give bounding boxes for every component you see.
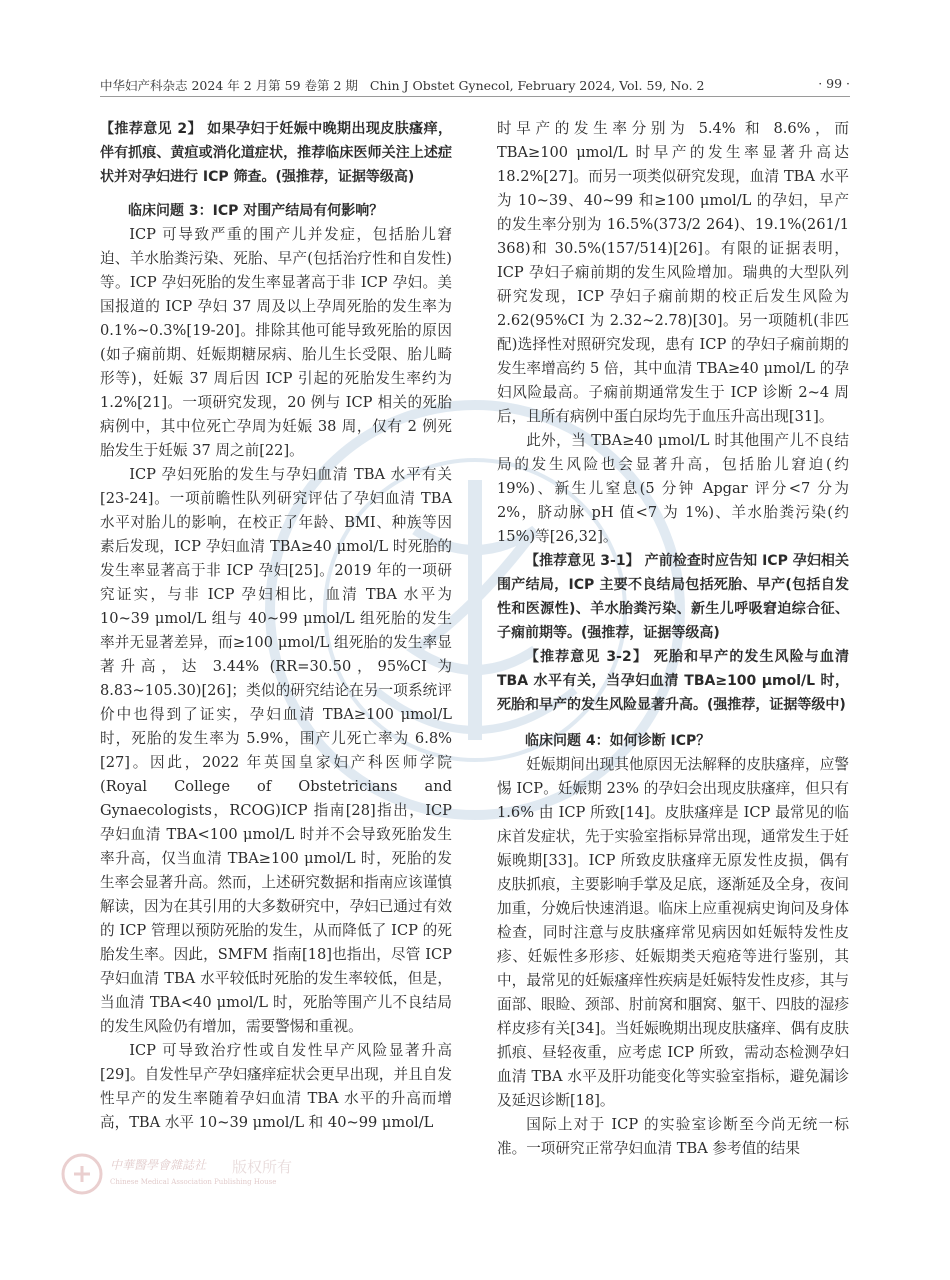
body-paragraph: ICP 可导致治疗性或自发性早产风险显著升高[29]。自发性早产孕妇瘙痒症状会更早出现，并且自发性早产的发生率随着孕妇血清 TBA 水平的升高而增高，TBA 水平 10~39 μmol/L 和 40~99 μmol/L bbox=[100, 1042, 452, 1131]
clinical-question-3: 临床问题 3：ICP 对围产结局有何影响？ bbox=[128, 203, 384, 219]
body-paragraph: 时早产的发生率分别为 5.4% 和 8.6%，而 TBA≥100 μmol/L 时早产的发生率显著升高达 18.2%[27]。而另一项类似研究发现，血清 TBA 水平为 10~39、40~99 和≥100 μmol/L 的孕妇，早产的发生率分别为 16.5%(373/2 264)、19.1%(261/1 368)和 30.5%(157/514)[26]。有限的证据表明，ICP 孕妇子痫前期的发生风险增加。瑞典的大型队列研究发现，ICP 孕妇子痫前期的校正后发生风险为 2.62(95%CI 为 2.32~2.78)[30]。另一项随机(非匹配)选择性对照研究发现，患有 ICP 的孕妇子痫前期的发生率增高约 5 倍，其中血清 TBA≥40 μmol/L 的孕妇风险最高。子痫前期通常发生于 ICP 诊断 2~4 周后，且所有病例中蛋白尿均先于血压升高出现[31]。 bbox=[497, 120, 849, 425]
recommendation-3-1: 【推荐意见 3-1】 产前检查时应告知 ICP 孕妇相关围产结局，ICP 主要不良结局包括死胎、早产(包括自发性和医源性)、羊水胎粪污染、新生儿呼吸窘迫综合征、子痫前期等。(强推荐，证据等级高) bbox=[497, 553, 849, 641]
clinical-question-4: 临床问题 4：如何诊断 ICP？ bbox=[525, 733, 711, 749]
right-column bbox=[497, 117, 849, 1161]
body-paragraph: 妊娠期间出现其他原因无法解释的皮肤瘙痒，应警惕 ICP。妊娠期 23% 的孕妇会出现皮肤瘙痒，但只有 1.6% 由 ICP 所致[14]。皮肤瘙痒是 ICP 最常见的临床首发症状，先于实验室指标异常出现，通常发生于妊娠晚期[33]。ICP 所致皮肤瘙痒无原发性皮损，偶有皮肤抓痕，主要影响手掌及足底，逐渐延及全身，夜间加重，分娩后快速消退。临床上应重视病史询问及身体检查，同时注意与皮肤瘙痒常见病因如妊娠特发性皮疹、妊娠性多形疹、妊娠期类天疱疮等进行鉴别，其中，最常见的妊娠瘙痒性疾病是妊娠特发性皮疹，其与面部、眼睑、颈部、肘前窝和腘窝、躯干、四肢的湿疹样皮疹有关[34]。当妊娠晚期出现皮肤瘙痒、偶有皮肤抓痕、昼轻夜重，应考虑 ICP 所致，需动态检测孕妇血清 TBA 水平及肝功能变化等实验室指标，避免漏诊及延迟诊断[18]。 bbox=[497, 756, 849, 1109]
recommendation-2: 【推荐意见 2】 如果孕妇于妊娠中晚期出现皮肤瘙痒，伴有抓痕、黄疸或消化道症状，推荐临床医师关注上述症状并对孕妇进行 ICP 筛查。(强推荐，证据等级高) bbox=[100, 121, 452, 185]
recommendation-3-2: 【推荐意见 3-2】 死胎和早产的发生风险与血清 TBA 水平有关，当孕妇血清 TBA≥100 μmol/L 时，死胎和早产的发生风险显著升高。(强推荐，证据等级中) bbox=[497, 649, 849, 713]
copyright-mark: 版权所有 bbox=[232, 1158, 293, 1176]
journal-name-en: Chin J Obstet Gynecol, February 2024, Vol. 59, No. 2 bbox=[369, 78, 705, 93]
running-header bbox=[100, 72, 850, 97]
body-paragraph: 国际上对于 ICP 的实验室诊断至今尚无统一标准。一项研究正常孕妇血清 TBA 参考值的结果 bbox=[497, 1116, 849, 1157]
publisher-watermark bbox=[60, 1152, 320, 1198]
page-number: · 99 · bbox=[818, 76, 850, 91]
left-column bbox=[100, 117, 452, 1135]
body-paragraph: ICP 可导致严重的围产儿并发症，包括胎儿窘迫、羊水胎粪污染、死胎、早产(包括治疗性和自发性)等。ICP 孕妇死胎的发生率显著高于非 ICP 孕妇。美国报道的 ICP 孕妇 37 周及以上孕周死胎的发生率为 0.1%~0.3%[19-20]。排除其他可能导致死胎的原因(如子痫前期、妊娠期糖尿病、胎儿生长受限、胎儿畸形等)，妊娠 37 周后因 ICP 引起的死胎发生率约为 1.2%[21]。一项研究发现，20 例与 ICP 相关的死胎病例中，其中位死亡孕周为妊娠 38 周，仅有 2 例死胎发生于妊娠 37 周之前[22]。 bbox=[100, 226, 452, 459]
journal-citation bbox=[100, 76, 705, 94]
body-paragraph: 此外，当 TBA≥40 μmol/L 时其他围产儿不良结局的发生风险也会显著升高，包括胎儿窘迫(约 19%)、新生儿窒息(5 分钟 Apgar 评分<7 分为 2%，脐动脉 pH 值<7 为 1%)、羊水胎粪污染(约 15%)等[26,32]。 bbox=[497, 432, 849, 545]
publisher-name-cn: 中華醫學會雜誌社 bbox=[110, 1158, 207, 1172]
publisher-seal-icon bbox=[60, 1152, 104, 1196]
publisher-name-en: Chinese Medical Association Publishing House bbox=[110, 1178, 277, 1186]
body-paragraph: ICP 孕妇死胎的发生与孕妇血清 TBA 水平有关[23-24]。一项前瞻性队列研究评估了孕妇血清 TBA 水平对胎儿的影响，在校正了年龄、BMI、种族等因素后发现，ICP 孕妇血清 TBA≥40 μmol/L 时死胎的发生率显著高于非 ICP 孕妇[25]。2019 年的一项研究证实，与非 ICP 孕妇相比，血清 TBA 水平为 10~39 μmol/L 组与 40~99 μmol/L 组死胎的发生率并无显著差异，而≥100 μmol/L 组死胎的发生率显著升高，达 3.44% (RR=30.50，95%CI 为 8.83~105.30)[26]；类似的研究结论在另一项系统评价中也得到了证实，孕妇血清 TBA≥100 μmol/L 时，死胎的发生率为 5.9%，围产儿死亡率为 6.8%[27]。因此，2022 年英国皇家妇产科医师学院(Royal College of Obstetricians and Gynaecologists，RCOG)ICP 指南[28]指出，ICP 孕妇血清 TBA<100 μmol/L 时并不会导致死胎发生率升高，仅当血清 TBA≥100 μmol/L 时，死胎的发生率会显著升高。然而，上述研究数据和指南应该谨慎解读，因为在其引用的大多数研究中，孕妇已通过有效的 ICP 管理以预防死胎的发生，从而降低了 ICP 的死胎发生率。因此，SMFM 指南[18]也指出，尽管 ICP 孕妇血清 TBA 水平较低时死胎的发生率较低，但是，当血清 TBA<40 μmol/L 时，死胎等围产儿不良结局的发生风险仍有增加，需要警惕和重视。 bbox=[100, 466, 452, 1035]
journal-name-cn: 中华妇产科杂志 2024 年 2 月第 59 卷第 2 期 bbox=[100, 78, 358, 93]
